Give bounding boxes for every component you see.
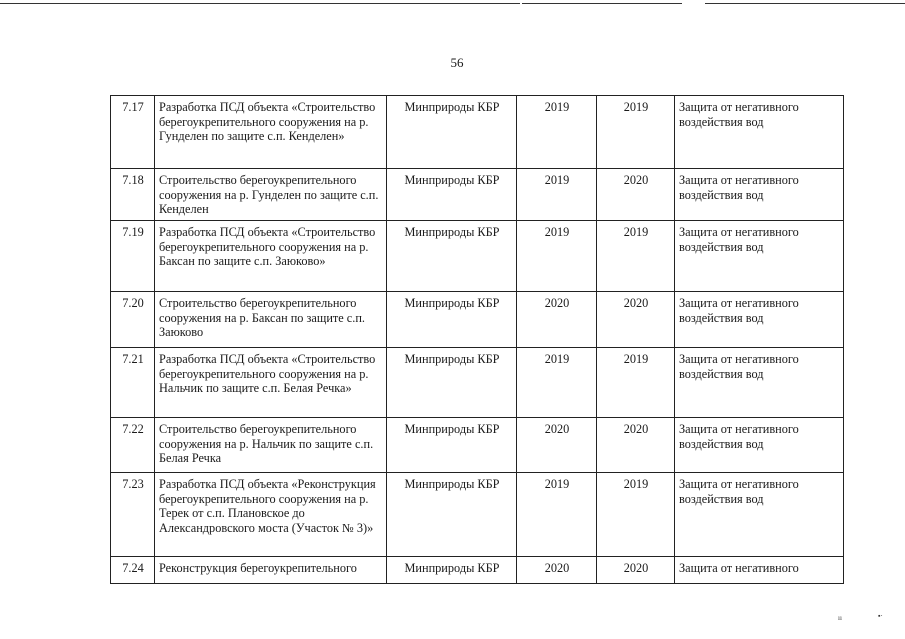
activity-goal: Защита от негативного воздействия вод	[675, 221, 844, 292]
row-number: 7.20	[111, 292, 155, 348]
end-year: 2019	[597, 348, 675, 418]
scan-line-top-middle	[522, 3, 682, 4]
responsible-org: Минприроды КБР	[387, 292, 517, 348]
activity-goal: Защита от негативного воздействия вод	[675, 418, 844, 473]
responsible-org: Минприроды КБР	[387, 221, 517, 292]
responsible-org: Минприроды КБР	[387, 348, 517, 418]
responsible-org: Минприроды КБР	[387, 96, 517, 169]
activity-name: Разработка ПСД объекта «Реконструкция берегоукрепительного сооружения на р. Терек от с.п. Плановское до Александровского моста (Участок № 3)»	[155, 473, 387, 557]
table-row	[111, 348, 844, 418]
table-row	[111, 292, 844, 348]
row-number: 7.23	[111, 473, 155, 557]
scan-line-top-left	[0, 3, 520, 4]
activity-goal: Защита от негативного воздействия вод	[675, 473, 844, 557]
activities-table-body	[111, 96, 844, 584]
end-year: 2020	[597, 557, 675, 584]
start-year: 2019	[517, 96, 597, 169]
end-year: 2019	[597, 96, 675, 169]
row-number: 7.21	[111, 348, 155, 418]
table-row	[111, 96, 844, 169]
activity-goal: Защита от негативного воздействия вод	[675, 96, 844, 169]
responsible-org: Минприроды КБР	[387, 557, 517, 584]
activity-name: Разработка ПСД объекта «Строительство берегоукрепительного сооружения на р. Нальчик по защите с.п. Белая Речка»	[155, 348, 387, 418]
row-number: 7.17	[111, 96, 155, 169]
end-year: 2019	[597, 221, 675, 292]
start-year: 2020	[517, 292, 597, 348]
page-number: 56	[450, 55, 464, 70]
start-year: 2019	[517, 348, 597, 418]
responsible-org: Минприроды КБР	[387, 418, 517, 473]
responsible-org: Минприроды КБР	[387, 473, 517, 557]
scan-line-top-right	[705, 3, 905, 4]
activities-table	[110, 95, 844, 584]
activity-goal: Защита от негативного	[675, 557, 844, 584]
activity-name: Разработка ПСД объекта «Строительство берегоукрепительного сооружения на р. Гунделен по защите с.п. Кенделен»	[155, 96, 387, 169]
activity-goal: Защита от негативного воздействия вод	[675, 169, 844, 221]
row-number: 7.24	[111, 557, 155, 584]
start-year: 2020	[517, 557, 597, 584]
row-number: 7.19	[111, 221, 155, 292]
scan-speck-left: ıı	[838, 614, 842, 622]
end-year: 2020	[597, 418, 675, 473]
row-number: 7.18	[111, 169, 155, 221]
end-year: 2020	[597, 169, 675, 221]
table-row	[111, 557, 844, 584]
activity-name: Разработка ПСД объекта «Строительство берегоукрепительного сооружения на р. Баксан по защите с.п. Заюково»	[155, 221, 387, 292]
activity-name: Строительство берегоукрепительного сооружения на р. Нальчик по защите с.п. Белая Речка	[155, 418, 387, 473]
activity-name: Строительство берегоукрепительного сооружения на р. Баксан по защите с.п. Заюково	[155, 292, 387, 348]
start-year: 2019	[517, 221, 597, 292]
activity-name: Реконструкция берегоукрепительного	[155, 557, 387, 584]
end-year: 2020	[597, 292, 675, 348]
start-year: 2020	[517, 418, 597, 473]
start-year: 2019	[517, 169, 597, 221]
table-row	[111, 221, 844, 292]
row-number: 7.22	[111, 418, 155, 473]
activity-goal: Защита от негативного воздействия вод	[675, 348, 844, 418]
table-row	[111, 473, 844, 557]
scan-speck-right: ▪·	[878, 612, 883, 620]
end-year: 2019	[597, 473, 675, 557]
start-year: 2019	[517, 473, 597, 557]
table-row	[111, 169, 844, 221]
table-row	[111, 418, 844, 473]
responsible-org: Минприроды КБР	[387, 169, 517, 221]
activity-name: Строительство берегоукрепительного сооружения на р. Гунделен по защите с.п. Кенделен	[155, 169, 387, 221]
activity-goal: Защита от негативного воздействия вод	[675, 292, 844, 348]
